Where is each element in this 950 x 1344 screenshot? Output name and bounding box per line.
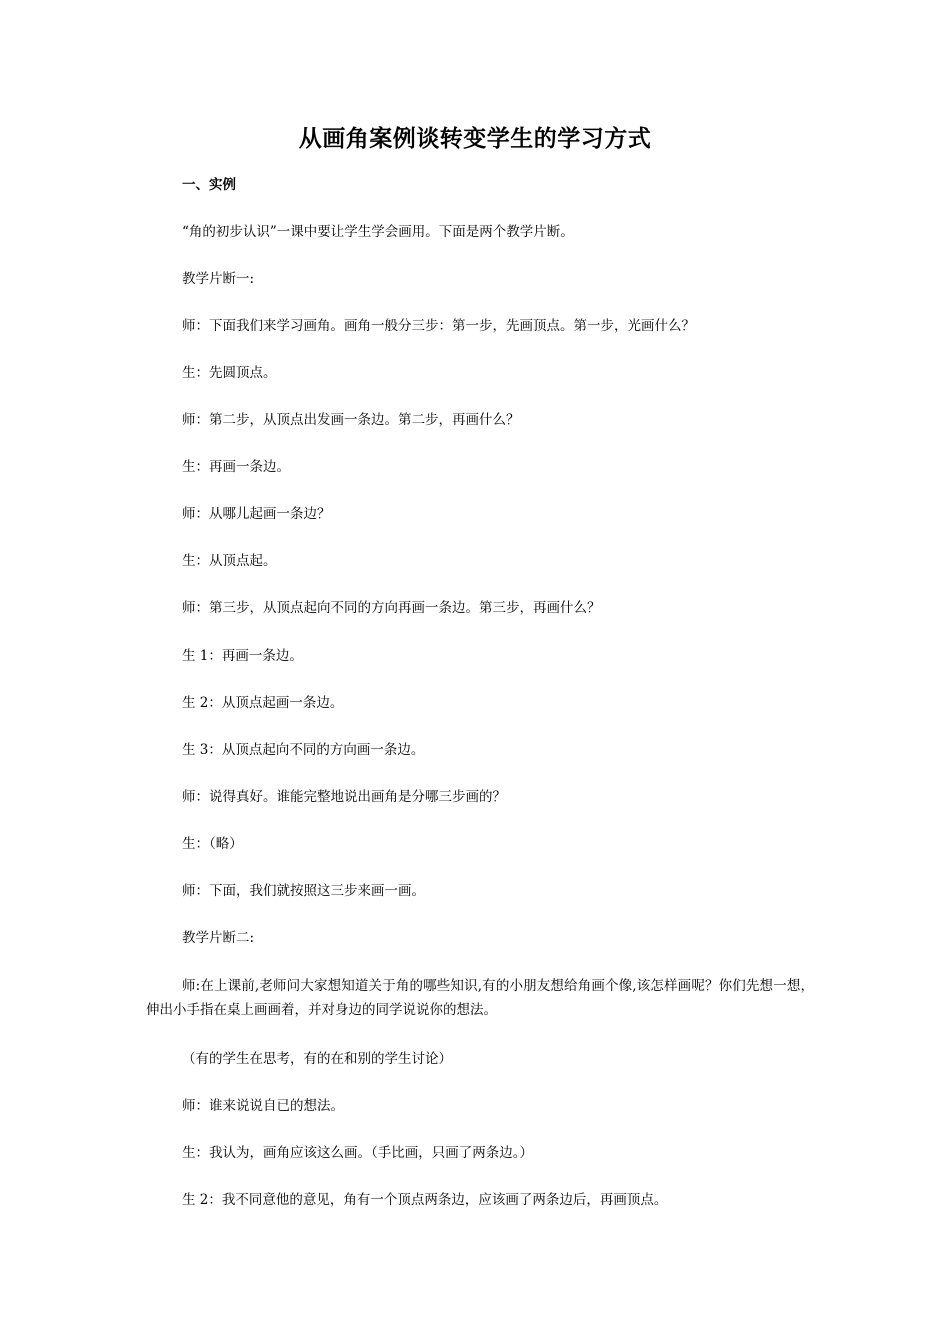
dialogue-line: 生：我认为，画角应该这么画。（手比画，只画了两条边。） [182, 1145, 533, 1161]
dialogue-line: 生：从顶点起。 [182, 553, 277, 569]
dialogue-line: 生 2：我不同意他的意见，角有一个顶点两条边，应该画了两条边后，再画顶点。 [182, 1192, 668, 1208]
fragment-two-label: 教学片断二: [182, 930, 255, 946]
dialogue-line: 生：先圆顶点。 [182, 365, 277, 381]
fragment-one-label: 教学片断一: [182, 271, 255, 287]
dialogue-line: 师：谁来说说自已的想法。 [182, 1098, 344, 1114]
dialogue-line: 师：说得真好。谁能完整地说出画角是分哪三步画的？ [182, 789, 506, 805]
intro-paragraph: “角的初步认识”一课中要让学生学会画用。下面是两个教学片断。 [182, 224, 574, 240]
dialogue-line: 师：从哪儿起画一条边？ [182, 506, 331, 522]
dialogue-line: 师：第三步，从顶点起向不同的方向再画一条边。第三步，再画什么？ [182, 600, 601, 616]
dialogue-line: 生 1：再画一条边。 [182, 648, 303, 664]
fragment-two-paragraph: 师:在上课前,老师问大家想知道关于角的哪些知识,有的小朋友想给角画个像,该怎样画呢？你们先想一想，伸出小手指在桌上画画着，并对身边的同学说说你的想法。 [146, 978, 814, 1018]
dialogue-line: 生：再画一条边。 [182, 459, 290, 475]
dialogue-line: 生：（略） [182, 836, 243, 852]
dialogue-line: （有的学生在思考，有的在和别的学生讨论） [182, 1051, 452, 1067]
dialogue-line: 师：下面我们来学习画角。画角一般分三步：第一步，先画顶点。第一步，光画什么？ [182, 318, 695, 334]
dialogue-line: 生 2：从顶点起画一条边。 [182, 695, 344, 711]
section-heading: 一、实例 [182, 177, 236, 193]
dialogue-line: 师：第二步，从顶点出发画一条边。第二步，再画什么？ [182, 412, 520, 428]
document-title: 从画角案例谈转变学生的学习方式 [298, 125, 652, 152]
dialogue-line: 生 3：从顶点起向不同的方向画一条边。 [182, 742, 425, 758]
dialogue-line: 师：下面，我们就按照这三步来画一画。 [182, 883, 425, 899]
